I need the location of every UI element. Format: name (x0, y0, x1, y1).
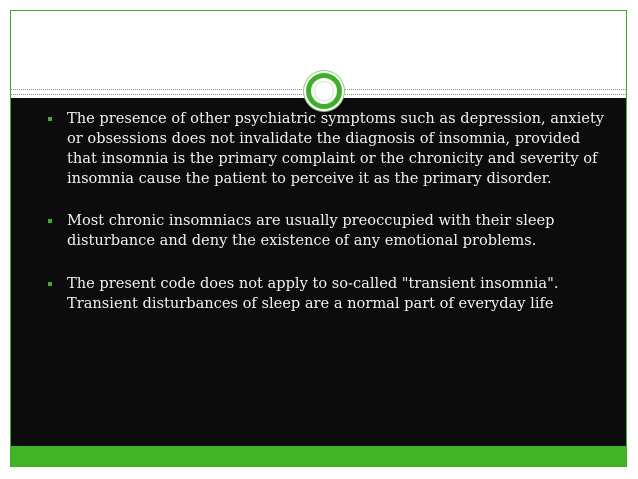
ring-inner-icon (314, 81, 334, 101)
bullet-text: The presence of other psychiatric symptoms such as depression, anxiety or obsessions does not invalidate the diagnosis of insomnia, provided that insomnia is the primary complaint or the chronicity and severity of insomnia cause the patient to perceive it as the primary disorder. (67, 110, 605, 187)
ring-icon (306, 73, 342, 109)
square-bullet-icon (48, 282, 52, 286)
square-bullet-icon (48, 219, 52, 223)
square-bullet-icon (48, 117, 52, 121)
list-item (11, 274, 627, 314)
bullet-text: Most chronic insomniacs are usually preoccupied with their sleep disturbance and deny the existence of any emotional problems. (67, 212, 555, 249)
bullet-list (11, 109, 627, 332)
list-item (11, 211, 627, 251)
footer-bar (11, 446, 626, 467)
bullet-text: The present code does not apply to so-called "transient insomnia". Transient disturbances of sleep are a normal part of everyday life (67, 275, 559, 312)
slide (10, 10, 627, 467)
list-item (11, 109, 627, 189)
